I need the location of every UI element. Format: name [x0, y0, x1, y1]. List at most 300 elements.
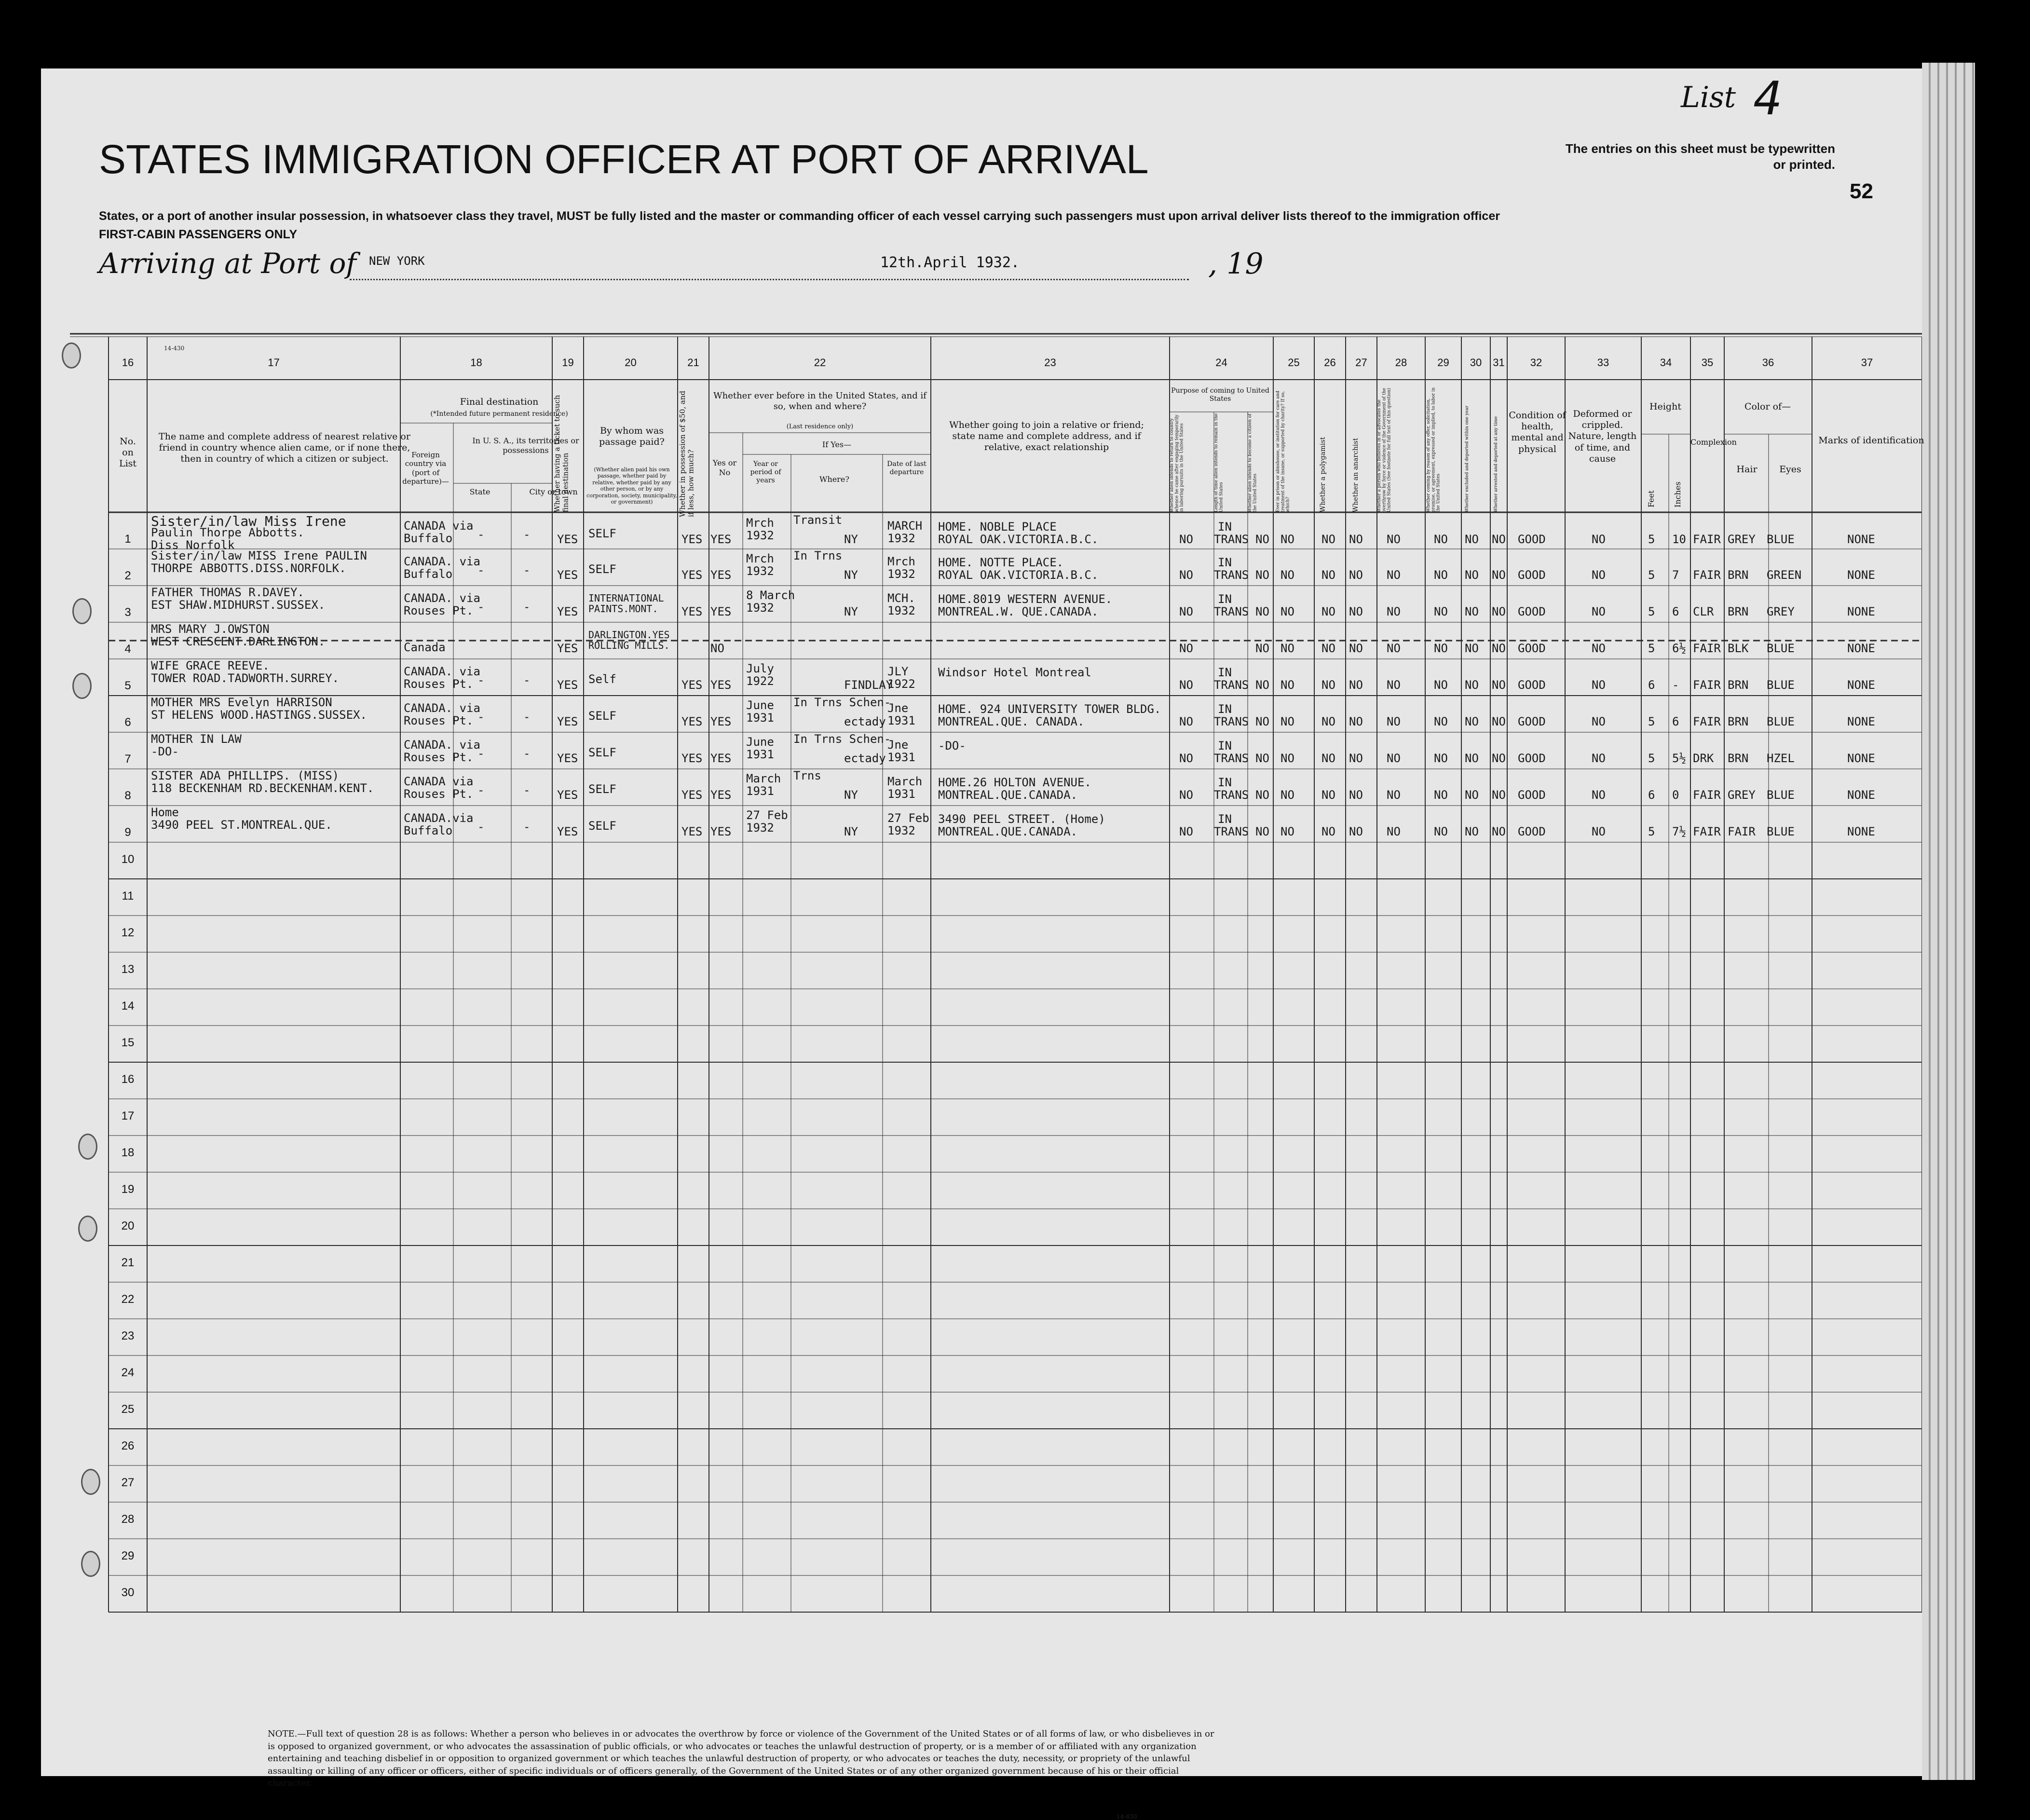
entry-question-28: NO	[1387, 715, 1401, 728]
entry-complexion: FAIR	[1693, 678, 1721, 692]
entry-contract-labor: NO	[1434, 825, 1448, 838]
entry-eyes: BLUE	[1767, 642, 1795, 655]
entry-polygamist: NO	[1322, 788, 1335, 802]
column-number: 32	[1530, 356, 1542, 369]
entry-polygamist: NO	[1322, 533, 1335, 546]
column-number: 19	[562, 356, 574, 369]
entry-purpose-return: NO	[1179, 715, 1193, 728]
entry-last-departure-year: 1931	[887, 787, 915, 801]
entry-ever-before: YES	[710, 678, 732, 692]
entry-excluded: NO	[1465, 605, 1479, 618]
entry-state: -	[477, 600, 485, 614]
entry-years-year: 1932	[746, 529, 774, 542]
entry-excluded: NO	[1465, 642, 1479, 655]
row-number: 22	[121, 1293, 135, 1306]
entry-height-feet: 5	[1648, 533, 1655, 546]
entry-height-inches: 10	[1672, 533, 1686, 546]
entry-purpose-return: NO	[1179, 678, 1193, 692]
entry-state: -	[477, 747, 485, 760]
entry-money: YES	[681, 568, 703, 582]
entry-years: March	[746, 772, 781, 785]
entry-join-relative-address: MONTREAL.QUE. CANADA.	[938, 715, 1085, 728]
entry-relative-name: FATHER THOMAS R.DAVEY.	[151, 586, 304, 599]
entry-purpose-citizen: NO	[1255, 533, 1269, 546]
entry-where: In Trns Schen-	[793, 696, 891, 709]
column-number: 22	[814, 356, 826, 369]
entry-marks: NONE	[1847, 788, 1875, 802]
entry-last-departure-year: 1932	[887, 532, 915, 545]
arrival-date: 12th.April 1932.	[880, 254, 1020, 271]
entry-eyes: GREY	[1767, 605, 1795, 618]
column-number: 30	[1470, 356, 1482, 369]
entry-years-year: 1922	[746, 674, 774, 688]
entry-purpose-return: NO	[1179, 752, 1193, 765]
row-number: 28	[121, 1513, 135, 1526]
row-number: 14	[121, 999, 135, 1013]
entry-contract-labor: NO	[1434, 752, 1448, 765]
entry-relative-address: 118 BECKENHAM RD.BECKENHAM.KENT.	[151, 781, 374, 795]
entry-relative-name: MOTHER MRS Evelyn HARRISON	[151, 696, 332, 709]
entry-last-departure: Jne	[887, 738, 909, 752]
entry-prison: NO	[1281, 642, 1294, 655]
entry-purpose-return: NO	[1179, 788, 1193, 802]
entry-passage-paid-by: INTERNATIONAL PAINTS.MONT.	[588, 592, 664, 615]
entry-excluded: NO	[1465, 568, 1479, 582]
entry-question-28: NO	[1387, 568, 1401, 582]
column-number: 25	[1288, 356, 1300, 369]
entry-purpose-length: IN	[1218, 666, 1232, 679]
entry-money: YES	[681, 715, 703, 728]
row-number: 13	[121, 963, 135, 976]
header-q28: Whether a person who believes in or advocates the overthrow by force or violence of the Government of the United States (See footnote for full text of this question)	[1377, 388, 1392, 512]
binder-hole-icon	[81, 1551, 100, 1577]
entry-eyes: GREEN	[1767, 568, 1802, 582]
entry-ever-before: YES	[710, 715, 732, 728]
entry-anarchist: NO	[1349, 642, 1363, 655]
entry-question-28: NO	[1387, 678, 1401, 692]
column-number: 21	[687, 356, 699, 369]
entry-years: June	[746, 735, 774, 749]
entry-anarchist: NO	[1349, 605, 1363, 618]
entry-purpose-citizen: NO	[1255, 568, 1269, 582]
entry-anarchist: NO	[1349, 568, 1363, 582]
entry-polygamist: NO	[1322, 605, 1335, 618]
entry-join-relative: HOME. NOTTE PLACE.	[938, 556, 1064, 569]
column-number: 37	[1861, 356, 1873, 369]
entry-ever-before: YES	[710, 605, 732, 618]
row-number: 12	[121, 926, 135, 939]
entry-last-departure-year: 1931	[887, 751, 915, 764]
entry-ever-before: YES	[710, 533, 732, 546]
entry-ever-before: YES	[710, 752, 732, 765]
row-number: 19	[121, 1183, 135, 1196]
entry-purpose-citizen: NO	[1255, 605, 1269, 618]
column-number: 29	[1437, 356, 1449, 369]
entry-years: 27 Feb	[746, 808, 788, 822]
row-number: 25	[121, 1403, 135, 1416]
entry-ticket: YES	[557, 678, 578, 692]
header-foreign-country: Foreign country via (port of departure)—	[402, 451, 449, 486]
entry-complexion: FAIR	[1693, 568, 1721, 582]
entry-anarchist: NO	[1349, 788, 1363, 802]
entry-hair: GREY	[1728, 533, 1756, 546]
entry-deported: NO	[1492, 715, 1506, 728]
header-purpose: Purpose of coming to United States	[1171, 387, 1269, 403]
entry-foreign-country: CANADA via	[404, 519, 474, 533]
entry-relative-name: WIFE GRACE REEVE.	[151, 659, 270, 672]
entry-purpose-length: IN	[1218, 556, 1232, 569]
entry-years-year: 1931	[746, 711, 774, 725]
entry-hair: BRN	[1728, 752, 1749, 765]
entry-foreign-country: CANADA. via	[404, 665, 480, 678]
entry-complexion: CLR	[1693, 605, 1714, 618]
entry-where-place: ectady	[844, 715, 886, 728]
legal-notice: States, or a port of another insular possession, in whatsoever class they travel, MUST be fully listed and the master or commanding officer of each vessel carrying such passengers must upon arrival deliver lists thereof to the immigration officer	[99, 209, 1500, 223]
entry-city: -	[523, 710, 531, 724]
entry-passage-paid-by: Self	[588, 672, 616, 686]
entry-polygamist: NO	[1322, 568, 1335, 582]
entry-years-year: 1932	[746, 821, 774, 835]
entry-polygamist: NO	[1322, 715, 1335, 728]
entry-money: YES	[681, 752, 703, 765]
entry-prison: NO	[1281, 825, 1294, 838]
entry-where-place: NY	[844, 568, 858, 582]
entry-height-inches: 6	[1672, 605, 1679, 618]
header-in-usa: In U. S. A., its territories or possessions	[472, 436, 579, 455]
column-number: 20	[625, 356, 637, 369]
entry-polygamist: NO	[1322, 678, 1335, 692]
entry-anarchist: NO	[1349, 752, 1363, 765]
entry-years-year: 1932	[746, 564, 774, 578]
column-number: 28	[1395, 356, 1407, 369]
header-ticket: Whether having a ticket to such final destination	[553, 395, 570, 512]
footer-form-number: 14-430	[1117, 1813, 1137, 1820]
entry-relative-name: Sister/in/law Miss Irene	[151, 513, 346, 529]
row-number: 3	[124, 606, 131, 619]
entry-marks: NONE	[1847, 825, 1875, 838]
entry-height-feet: 5	[1648, 568, 1655, 582]
entry-relative-address-extra: Diss Norfolk	[151, 538, 235, 552]
header-health: Condition of health, mental and physical	[1509, 410, 1566, 454]
entry-polygamist: NO	[1322, 642, 1335, 655]
list-label: List	[1681, 81, 1736, 114]
header-inches: Inches	[1673, 481, 1682, 507]
column-number: 36	[1762, 356, 1774, 369]
entry-last-departure: March	[887, 775, 923, 788]
entry-health: GOOD	[1518, 788, 1546, 802]
entry-relative-address: Paulin Thorpe Abbotts.	[151, 526, 304, 539]
entry-deformed: NO	[1592, 715, 1606, 728]
header-money: Whether in possession of $50, and if less, how much?	[678, 391, 695, 517]
binder-hole-icon	[62, 342, 81, 369]
binder-hole-icon	[72, 598, 92, 624]
entry-purpose-length-trans: TRANS	[1214, 752, 1249, 765]
row-number: 7	[124, 753, 131, 766]
entry-prison: NO	[1281, 605, 1294, 618]
entry-height-inches: 0	[1672, 788, 1679, 802]
header-contract-labor: Whether coming by reason of any offer, solicitation, promise, or agreement, expressed or implied, to labor in the United States	[1426, 387, 1441, 512]
entry-purpose-return: NO	[1179, 568, 1193, 582]
entry-question-28: NO	[1387, 752, 1401, 765]
row-number: 16	[121, 1073, 135, 1086]
entry-last-departure-year: 1922	[887, 677, 915, 691]
entry-marks: NONE	[1847, 642, 1875, 655]
entry-years: Mrch	[746, 552, 774, 565]
row-number: 9	[124, 826, 131, 839]
header-height: Height	[1649, 401, 1681, 412]
entry-join-relative-address: MONTREAL.QUE.CANADA.	[938, 825, 1077, 838]
arriving-label: Arriving at Port of	[99, 247, 356, 280]
entry-state: -	[477, 710, 485, 724]
entry-foreign-country: CANADA. via	[404, 555, 480, 568]
entry-years: 8 March	[746, 588, 795, 602]
entry-passage-paid-by: SELF	[588, 709, 616, 723]
entry-height-inches: 6½	[1672, 642, 1686, 655]
entry-port-of-departure: Rouses Pt.	[404, 751, 474, 764]
entry-ticket: YES	[557, 825, 578, 838]
entry-where-place: NY	[844, 605, 858, 618]
entry-contract-labor: NO	[1434, 568, 1448, 582]
header-polygamist: Whether a polygamist	[1319, 437, 1327, 512]
entry-excluded: NO	[1465, 715, 1479, 728]
entry-state: -	[477, 673, 485, 687]
entry-where-place: ectady	[844, 752, 886, 765]
entry-ever-before: YES	[710, 788, 732, 802]
list-number: 4	[1753, 72, 1783, 125]
entry-excluded: NO	[1465, 752, 1479, 765]
entry-prison: NO	[1281, 788, 1294, 802]
entry-prison: NO	[1281, 678, 1294, 692]
entry-purpose-length-trans: TRANS	[1214, 605, 1249, 618]
entry-join-relative: 3490 PEEL STREET. (Home)	[938, 812, 1105, 826]
entry-purpose-length-trans: TRANS	[1214, 715, 1249, 728]
entry-money: YES	[681, 825, 703, 838]
header-complexion: Complexion	[1690, 438, 1737, 447]
entry-ticket: YES	[557, 642, 578, 655]
entry-deformed: NO	[1592, 568, 1606, 582]
entry-purpose-length: IN	[1218, 592, 1232, 606]
entry-height-feet: 5	[1648, 605, 1655, 618]
entry-deported: NO	[1492, 568, 1506, 582]
entry-years: July	[746, 662, 774, 675]
entry-passage-paid-by: SELF	[588, 782, 616, 796]
entry-question-28: NO	[1387, 788, 1401, 802]
header-before-us: Whether ever before in the United States, and if so, when and where?	[713, 391, 926, 411]
row-number: 24	[121, 1366, 135, 1379]
column-number: 17	[268, 356, 280, 369]
column-number: 16	[122, 356, 134, 369]
entry-port-of-departure: Canada	[404, 641, 446, 654]
entry-port-of-departure: Buffalo	[404, 567, 453, 581]
row-number: 11	[122, 889, 134, 903]
entry-ever-before: YES	[710, 825, 732, 838]
entry-join-relative: Windsor Hotel Montreal	[938, 666, 1091, 679]
entry-city: -	[523, 673, 531, 687]
entry-purpose-citizen: NO	[1255, 788, 1269, 802]
entry-relative-address: WEST CRESCENT.DARLINGTON.	[151, 635, 326, 648]
entry-purpose-return: NO	[1179, 605, 1193, 618]
entry-money: YES	[681, 533, 703, 546]
row-number: 4	[124, 643, 131, 656]
form-number: 14-430	[164, 345, 185, 352]
entry-state: -	[477, 563, 485, 577]
entry-deformed: NO	[1592, 825, 1606, 838]
entry-health: GOOD	[1518, 605, 1546, 618]
entry-relative-name: Sister/in/law MISS Irene PAULIN	[151, 549, 367, 562]
entry-last-departure-year: 1932	[887, 604, 915, 617]
header-final-destination: Final destination	[460, 397, 539, 407]
binder-hole-icon	[72, 673, 92, 699]
entry-foreign-country: CANADA.via	[404, 811, 474, 825]
entry-years: June	[746, 698, 774, 712]
header-excluded: Whether excluded and deported within one year	[1465, 405, 1470, 512]
entry-last-departure-year: 1931	[887, 714, 915, 727]
entry-deformed: NO	[1592, 752, 1606, 765]
entry-deported: NO	[1492, 533, 1506, 546]
entry-height-inches: 7½	[1672, 825, 1686, 838]
binder-hole-icon	[81, 1469, 100, 1495]
entry-join-relative-address: ROYAL OAK.VICTORIA.B.C.	[938, 533, 1099, 546]
entry-health: GOOD	[1518, 678, 1546, 692]
entry-complexion: DRK	[1693, 752, 1714, 765]
entry-hair: GREY	[1728, 788, 1756, 802]
entry-where: Trns	[793, 769, 821, 782]
row-number: 18	[121, 1146, 135, 1159]
entry-polygamist: NO	[1322, 825, 1335, 838]
row-number: 10	[121, 853, 135, 866]
entry-eyes: BLUE	[1767, 715, 1795, 728]
entry-anarchist: NO	[1349, 533, 1363, 546]
typewritten-instructions: The entries on this sheet must be typewritten or printed.	[1565, 141, 1835, 172]
entry-purpose-return: NO	[1179, 642, 1193, 655]
entry-ticket: YES	[557, 533, 578, 546]
header-before-us-sub: (Last residence only)	[786, 423, 854, 430]
header-feet: Feet	[1647, 490, 1656, 507]
entry-purpose-length: IN	[1218, 520, 1232, 534]
entry-marks: NONE	[1847, 715, 1875, 728]
entry-relative-name: SISTER ADA PHILLIPS. (MISS)	[151, 769, 340, 782]
entry-join-relative: HOME.26 HOLTON AVENUE.	[938, 776, 1091, 789]
entry-height-feet: 6	[1648, 678, 1655, 692]
entry-join-relative-address: MONTREAL.QUE.CANADA.	[938, 788, 1077, 802]
entry-purpose-citizen: NO	[1255, 678, 1269, 692]
entry-excluded: NO	[1465, 788, 1479, 802]
entry-prison: NO	[1281, 752, 1294, 765]
entry-prison: NO	[1281, 568, 1294, 582]
entry-deported: NO	[1492, 752, 1506, 765]
entry-ticket: YES	[557, 568, 578, 582]
entry-last-departure: 27 Feb	[887, 811, 929, 825]
entry-question-28: NO	[1387, 533, 1401, 546]
header-state: State	[469, 487, 490, 496]
entry-hair: BLK	[1728, 642, 1749, 655]
entry-ticket: YES	[557, 752, 578, 765]
entry-health: GOOD	[1518, 533, 1546, 546]
entry-years-year: 1931	[746, 784, 774, 798]
entry-question-28: NO	[1387, 642, 1401, 655]
entry-contract-labor: NO	[1434, 605, 1448, 618]
header-yes-no: Yes or No	[712, 458, 737, 477]
entry-deformed: NO	[1592, 788, 1606, 802]
entry-ever-before: NO	[710, 642, 724, 655]
header-city: City or town	[529, 487, 578, 496]
entry-city: -	[523, 747, 531, 760]
entry-purpose-citizen: NO	[1255, 715, 1269, 728]
entry-purpose-length-trans: TRANS	[1214, 568, 1249, 582]
entry-passage-paid-by: SELF	[588, 819, 616, 833]
entry-complexion: FAIR	[1693, 825, 1721, 838]
row-number: 1	[124, 533, 131, 546]
entry-question-28: NO	[1387, 825, 1401, 838]
entry-deported: NO	[1492, 605, 1506, 618]
row-number: 27	[121, 1476, 135, 1489]
entry-hair: BRN	[1728, 715, 1749, 728]
entry-purpose-length: IN	[1218, 702, 1232, 716]
column-number: 34	[1660, 356, 1672, 369]
entry-height-feet: 5	[1648, 752, 1655, 765]
entry-deformed: NO	[1592, 642, 1606, 655]
header-if-yes: If Yes—	[822, 440, 852, 449]
entry-join-relative-address: MONTREAL.W. QUE.CANADA.	[938, 605, 1099, 618]
entry-height-feet: 5	[1648, 825, 1655, 838]
header-marks: Marks of identification	[1818, 435, 1924, 446]
entry-port-of-departure: Rouses Pt.	[404, 677, 474, 691]
entry-anarchist: NO	[1349, 715, 1363, 728]
entry-deported: NO	[1492, 825, 1506, 838]
entry-state: -	[477, 820, 485, 834]
entry-port-of-departure: Buffalo	[404, 532, 453, 545]
entry-passage-paid-by: DARLINGTON.YES ROLLING MILLS.	[588, 629, 670, 651]
entry-foreign-country: CANADA. via	[404, 701, 480, 715]
entry-deformed: NO	[1592, 605, 1606, 618]
header-deported: Whether arrested and deported at any time	[1494, 416, 1499, 512]
entry-relative-name: Home	[151, 806, 179, 819]
row-number: 6	[124, 716, 131, 729]
entry-where-place: NY	[844, 533, 858, 546]
column-number: 35	[1701, 356, 1714, 369]
entry-purpose-length-trans: TRANS	[1214, 678, 1249, 692]
footnote-question-28: NOTE.—Full text of question 28 is as follows: Whether a person who believes in or advocates the overthrow by force or violence of the Government of the United States or of all forms of law, or who disbelieves in or is opposed to organized government, or who advocates the assassination of public officials, or who advocates or teaches the unlawful destruction of property, or is a member of or affiliated with any organization entertaining and teaching disbelief in or opposition to organized government or which teaches the unlawful destruction of property, or who advocates or teaches the duty, necessity, or propriety of the unlawful assaulting or killing of any officer or officers, either of specific individuals or of officers generally, of the Government of the United States or of any other organized government because of his or their official character.	[268, 1729, 1214, 1789]
entry-port-of-departure: Rouses Pt.	[404, 787, 474, 801]
entry-relative-address: EST SHAW.MIDHURST.SUSSEX.	[151, 598, 326, 612]
entry-anarchist: NO	[1349, 678, 1363, 692]
entry-relative-address: ST HELENS WOOD.HASTINGS.SUSSEX.	[151, 708, 367, 722]
column-number: 23	[1044, 356, 1056, 369]
entry-deformed: NO	[1592, 533, 1606, 546]
entry-money: YES	[681, 788, 703, 802]
row-number: 26	[121, 1439, 135, 1452]
header-last-departure: Date of last departure	[887, 460, 926, 477]
row-number: 23	[121, 1329, 135, 1342]
entry-height-inches: 6	[1672, 715, 1679, 728]
entry-hair: BRN	[1728, 678, 1749, 692]
arrival-port: NEW YORK	[369, 254, 425, 268]
entry-last-departure: MARCH	[887, 519, 923, 533]
entry-purpose-return: NO	[1179, 825, 1193, 838]
entry-purpose-citizen: NO	[1255, 825, 1269, 838]
entry-purpose-citizen: NO	[1255, 752, 1269, 765]
entry-complexion: FAIR	[1693, 642, 1721, 655]
header-passage-paid: By whom was passage paid?	[599, 425, 665, 448]
arrival-year-prefix: , 19	[1208, 247, 1264, 281]
entry-height-feet: 5	[1648, 642, 1655, 655]
entry-health: GOOD	[1518, 568, 1546, 582]
header-prison: Ever in prison or almshouse, or institution for care and treatment of the insane, or supported by charity? If so, which?	[1276, 390, 1291, 512]
entry-complexion: FAIR	[1693, 788, 1721, 802]
entry-ticket: YES	[557, 605, 578, 618]
entry-foreign-country: CANADA via	[404, 775, 474, 788]
entry-state: -	[477, 528, 485, 541]
